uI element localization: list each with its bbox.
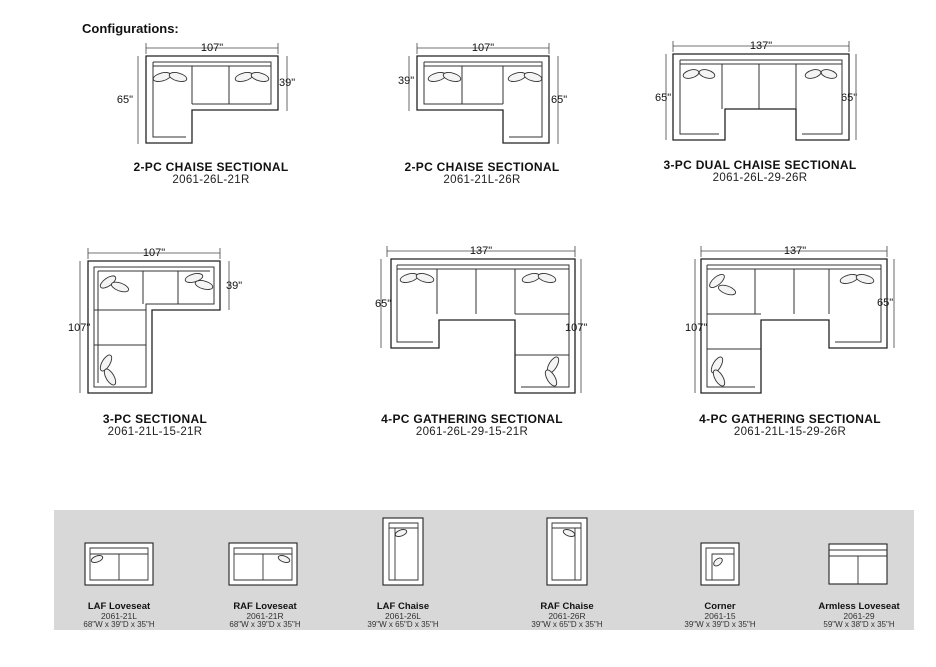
config-code: 2061-21L-15-29-26R [733, 426, 847, 438]
width-label: 137" [783, 245, 807, 257]
piece-raf-chaise [497, 510, 637, 630]
piece-name: Corner [704, 601, 736, 612]
piece-raf-loveseat [195, 510, 335, 630]
depth-label-right: 65" [877, 297, 894, 309]
piece-code: 2061-21L [101, 611, 137, 621]
config-code: 2061-26L-21R [172, 174, 250, 186]
width-label: 107" [471, 42, 495, 54]
piece-name: LAF Chaise [376, 601, 430, 612]
config-2pc-chaise-left [86, 40, 336, 240]
config-code: 2061-26L-29-26R [712, 172, 808, 184]
depth-label-right: 65" [841, 92, 858, 104]
depth-label-right: 39" [226, 280, 243, 292]
config-code: 2061-26L-29-15-21R [415, 426, 529, 438]
piece-code: 2061-21R [246, 611, 284, 621]
piece-name: RAF Loveseat [233, 601, 297, 612]
piece-code: 2061-29 [843, 611, 875, 621]
config-name: 2-PC CHAISE SECTIONAL [404, 160, 560, 174]
piece-name: RAF Chaise [540, 601, 594, 612]
piece-dims: 68"W x 39"D x 35"H [229, 620, 301, 629]
piece-diagram [650, 510, 790, 600]
config-4pc-gathering-a [347, 245, 597, 445]
width-label: 137" [749, 40, 773, 52]
piece-dims: 39"W x 65"D x 35"H [531, 620, 603, 629]
config-diagram [86, 40, 336, 170]
page-title: Configurations: [82, 21, 179, 36]
depth-label-left: 39" [398, 75, 415, 87]
piece-dims: 39"W x 39"D x 35"H [684, 620, 756, 629]
depth-label-left: 107" [685, 322, 708, 334]
piece-corner [650, 510, 790, 630]
width-label: 137" [469, 245, 493, 257]
config-code: 2061-21L-15-21R [107, 426, 203, 438]
pieces-band [54, 510, 914, 630]
config-4pc-gathering-b [665, 245, 915, 445]
depth-label-left: 65" [116, 94, 133, 106]
piece-code: 2061-26L [385, 611, 421, 621]
width-label: 107" [142, 247, 166, 259]
config-diagram [635, 40, 885, 170]
piece-armless-loveseat [789, 510, 929, 630]
depth-label-left: 107" [68, 322, 91, 334]
piece-dims: 39"W x 65"D x 35"H [367, 620, 439, 629]
depth-label-left: 65" [655, 92, 672, 104]
piece-code: 2061-15 [704, 611, 736, 621]
piece-diagram [195, 510, 335, 600]
depth-label-right: 39" [279, 77, 296, 89]
config-diagram [347, 245, 597, 405]
piece-dims: 68"W x 39"D x 35"H [83, 620, 155, 629]
piece-diagram [789, 510, 929, 600]
config-diagram [665, 245, 915, 405]
piece-code: 2061-26R [548, 611, 586, 621]
depth-label-right: 107" [565, 322, 588, 334]
config-diagram [30, 245, 280, 405]
config-name: 2-PC CHAISE SECTIONAL [133, 160, 289, 174]
config-3pc-sectional [30, 245, 280, 445]
config-2pc-chaise-right [357, 40, 607, 240]
piece-diagram [333, 510, 473, 600]
config-code: 2061-21L-26R [443, 174, 521, 186]
config-name: 3-PC SECTIONAL [102, 412, 208, 426]
piece-diagram [49, 510, 189, 600]
config-name: 3-PC DUAL CHAISE SECTIONAL [663, 158, 857, 172]
piece-name: LAF Loveseat [87, 601, 151, 612]
config-diagram [357, 40, 607, 170]
piece-diagram [497, 510, 637, 600]
width-label: 107" [200, 42, 224, 54]
depth-label-right: 65" [551, 94, 568, 106]
config-3pc-dual-chaise [635, 40, 885, 240]
piece-laf-loveseat [49, 510, 189, 630]
config-name: 4-PC GATHERING SECTIONAL [381, 412, 563, 426]
piece-dims: 59"W x 38"D x 35"H [823, 620, 895, 629]
piece-laf-chaise [333, 510, 473, 630]
depth-label-left: 65" [375, 298, 392, 310]
config-name: 4-PC GATHERING SECTIONAL [699, 412, 881, 426]
piece-name: Armless Loveseat [818, 601, 900, 612]
